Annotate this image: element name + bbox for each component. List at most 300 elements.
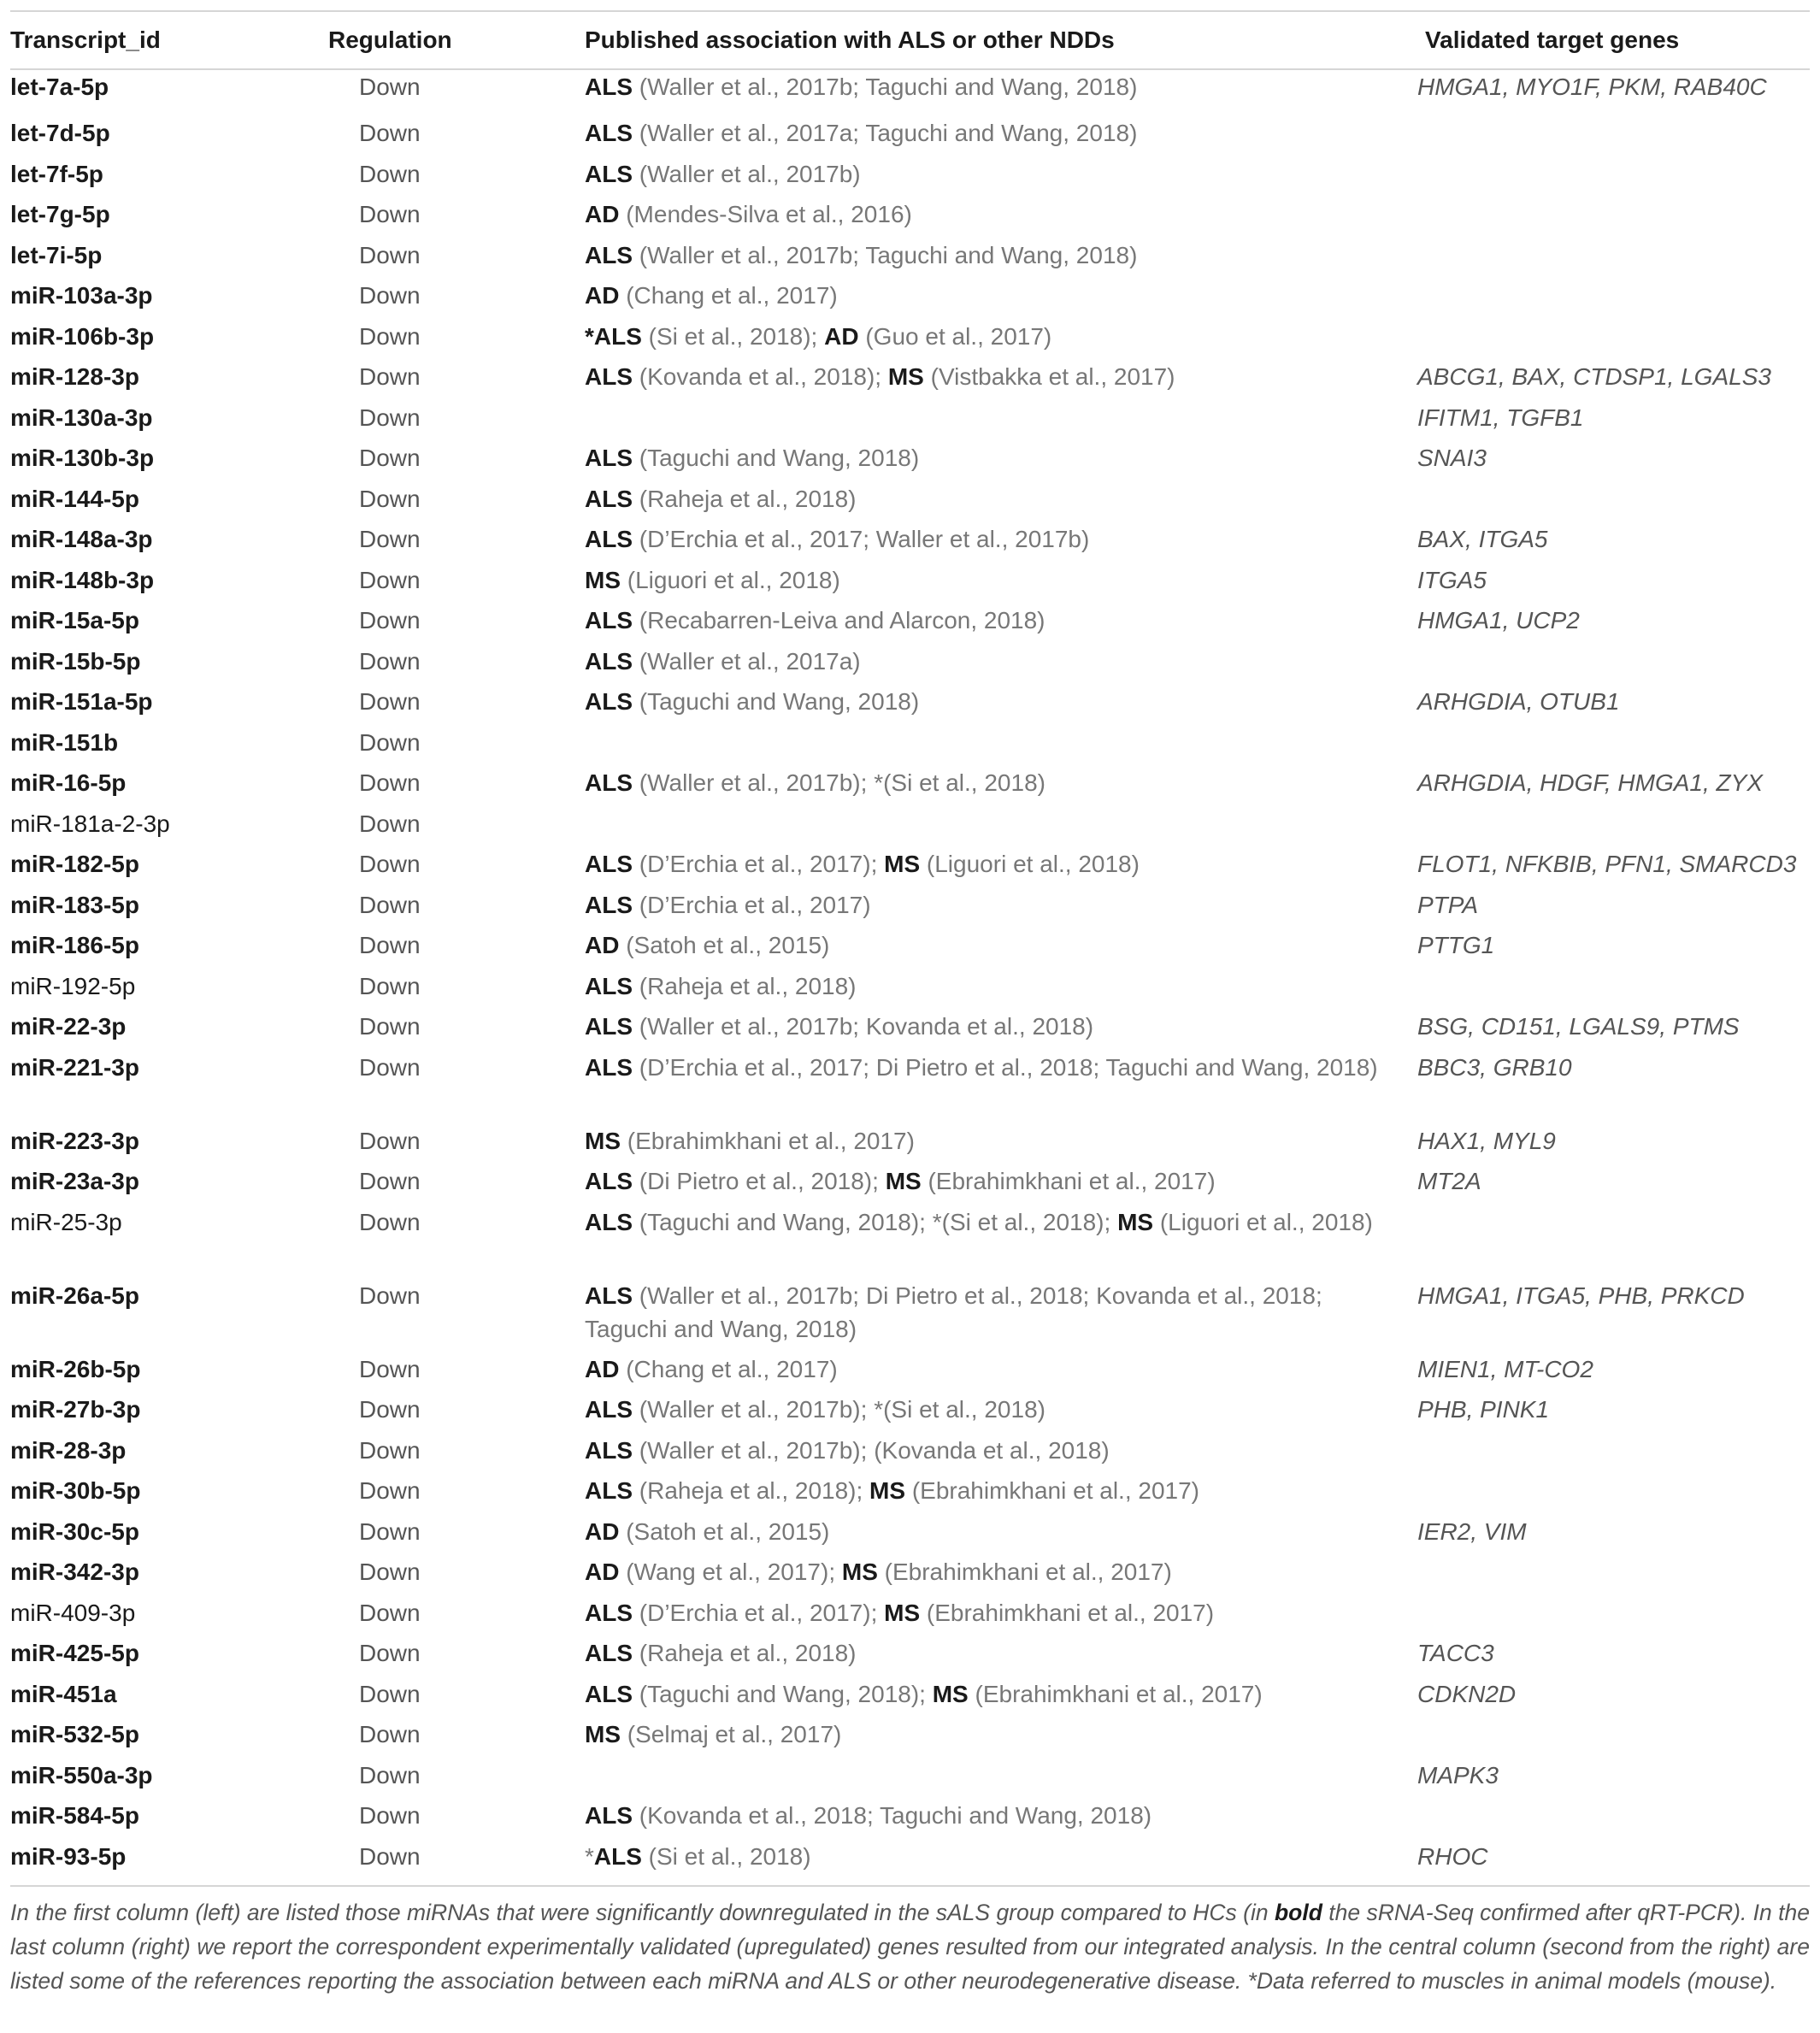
regulation-cell: Down xyxy=(359,566,421,593)
table-row xyxy=(10,441,1810,482)
text-run: (Chang et al., 2017) xyxy=(619,1355,838,1382)
association-cell xyxy=(585,1718,1402,1759)
target-genes-cell xyxy=(1417,197,1811,239)
transcript-id-cell: miR-183-5p xyxy=(10,891,139,918)
text-run: (Guo et al., 2017) xyxy=(858,322,1052,350)
table-row xyxy=(10,1393,1810,1434)
target-genes-cell: MIEN1, MT-CO2 xyxy=(1417,1355,1593,1382)
association-cell xyxy=(585,1596,1402,1637)
bold-text-run: MS xyxy=(869,1477,906,1504)
text-run: (Vistbakka et al., 2017) xyxy=(923,363,1175,390)
transcript-id-cell: miR-192-5p xyxy=(10,972,136,999)
bold-text-run: ALS xyxy=(585,1208,633,1235)
association-cell xyxy=(585,1799,1402,1840)
target-genes-cell: MAPK3 xyxy=(1417,1761,1499,1788)
bold-text-run: ALS xyxy=(585,1436,633,1464)
association-cell xyxy=(585,1051,1402,1124)
transcript-id-cell: miR-130a-3p xyxy=(10,404,153,431)
association-cell xyxy=(585,1352,1402,1394)
transcript-id-cell: miR-26a-5p xyxy=(10,1282,139,1309)
text-run: (Ebrahimkhani et al., 2017) xyxy=(877,1559,1172,1585)
transcript-id-cell: miR-27b-3p xyxy=(10,1396,141,1423)
target-genes-cell xyxy=(1417,157,1811,198)
regulation-cell: Down xyxy=(359,1517,421,1545)
text-run: (Waller et al., 2017b; Taguchi and Wang, 2018) xyxy=(633,74,1138,100)
bold-text-run: ALS xyxy=(585,891,633,918)
transcript-id-cell: miR-186-5p xyxy=(10,932,139,958)
bold-text-run: ALS xyxy=(585,363,633,390)
regulation-cell: Down xyxy=(359,1559,421,1585)
table-row xyxy=(10,1759,1810,1800)
transcript-id-cell: miR-103a-3p xyxy=(10,282,153,309)
text-run: (Kovanda et al., 2018); xyxy=(633,363,888,390)
target-genes-cell: HMGA1, MYO1F, PKM, RAB40C xyxy=(1417,74,1767,100)
text-run: (Raheja et al., 2018); xyxy=(633,1477,870,1504)
table-row xyxy=(10,1010,1810,1051)
transcript-id-cell: miR-182-5p xyxy=(10,851,139,877)
table-row xyxy=(10,1051,1810,1124)
regulation-cell: Down xyxy=(359,1053,421,1081)
transcript-id-cell: miR-425-5p xyxy=(10,1640,139,1666)
text-run: (Wang et al., 2017); xyxy=(619,1559,842,1585)
association-cell xyxy=(585,847,1402,888)
transcript-id-cell: miR-148b-3p xyxy=(10,566,155,593)
transcript-id-cell: miR-130b-3p xyxy=(10,445,155,471)
table-row xyxy=(10,726,1810,767)
header-row xyxy=(10,11,1810,69)
table-row xyxy=(10,1515,1810,1556)
table-header xyxy=(10,11,1810,69)
transcript-id-cell: miR-148a-3p xyxy=(10,526,153,552)
bold-text-run: MS xyxy=(585,566,621,593)
text-run: (Waller et al., 2017b; Di Pietro et al., 2018; Kovanda et al., 2018; Taguchi and Wang, 2018) xyxy=(585,1282,1322,1342)
bold-text-run: ALS xyxy=(585,120,633,146)
target-genes-cell: BBC3, GRB10 xyxy=(1417,1053,1572,1081)
regulation-cell: Down xyxy=(359,1168,421,1194)
transcript-id-cell: miR-22-3p xyxy=(10,1013,127,1040)
association-cell xyxy=(585,1010,1402,1051)
target-genes-cell: BAX, ITGA5 xyxy=(1417,526,1548,552)
target-genes-cell: MT2A xyxy=(1417,1168,1481,1194)
transcript-id-cell: miR-409-3p xyxy=(10,1599,136,1626)
table-row xyxy=(10,1279,1810,1352)
association-cell xyxy=(585,1759,1402,1800)
text-run: (Kovanda et al., 2018; Taguchi and Wang, 2018) xyxy=(633,1802,1152,1829)
text-run: (Waller et al., 2017a) xyxy=(633,647,861,675)
text-run: (Waller et al., 2017b); (Kovanda et al., 2018) xyxy=(633,1436,1110,1464)
regulation-cell: Down xyxy=(359,120,421,146)
bold-text-run: AD xyxy=(585,1355,620,1382)
bold-text-run: ALS xyxy=(585,1680,633,1707)
target-genes-cell: CDKN2D xyxy=(1417,1680,1517,1707)
target-genes-cell: HAX1, MYL9 xyxy=(1417,1127,1556,1154)
transcript-id-cell: miR-223-3p xyxy=(10,1127,139,1154)
table-row xyxy=(10,888,1810,929)
text-run: (Liguori et al., 2018) xyxy=(920,851,1140,877)
bold-text-run: ALS xyxy=(585,607,633,633)
transcript-id-cell: miR-221-3p xyxy=(10,1053,139,1081)
bold-text-run: ALS xyxy=(585,1396,633,1423)
text-run: (Si et al., 2018); xyxy=(641,322,825,350)
bold-text-run: ALS xyxy=(585,526,633,552)
table-row xyxy=(10,928,1810,969)
text-run: (Ebrahimkhani et al., 2017) xyxy=(905,1477,1200,1504)
text-run: (Di Pietro et al., 2018); xyxy=(633,1168,886,1194)
target-genes-cell xyxy=(1417,320,1811,361)
transcript-id-cell: miR-451a xyxy=(10,1680,117,1707)
transcript-id-cell: miR-15a-5p xyxy=(10,607,139,633)
text-run: (Liguori et al., 2018) xyxy=(1153,1208,1373,1235)
regulation-cell: Down xyxy=(359,1680,421,1707)
association-cell xyxy=(585,157,1402,198)
association-cell xyxy=(585,1205,1402,1279)
table-row xyxy=(10,1164,1810,1205)
regulation-cell: Down xyxy=(359,647,421,675)
regulation-cell: Down xyxy=(359,74,421,100)
target-genes-cell: ABCG1, BAX, CTDSP1, LGALS3 xyxy=(1417,363,1771,390)
text-run: (Taguchi and Wang, 2018); *(Si et al., 2018); xyxy=(633,1208,1118,1235)
target-genes-cell: BSG, CD151, LGALS9, PTMS xyxy=(1417,1013,1740,1040)
header-genes: Validated target genes xyxy=(1425,11,1818,69)
header-regulation: Regulation xyxy=(328,11,568,69)
regulation-cell: Down xyxy=(359,322,421,350)
text-run: (D’Erchia et al., 2017) xyxy=(633,891,871,918)
association-cell xyxy=(585,888,1402,929)
regulation-cell: Down xyxy=(359,688,421,715)
bold-text-run: ALS xyxy=(585,1477,633,1504)
transcript-id-cell: miR-151b xyxy=(10,728,119,756)
transcript-id-cell: miR-25-3p xyxy=(10,1208,122,1235)
transcript-id-cell: miR-151a-5p xyxy=(10,688,153,715)
table-row xyxy=(10,1205,1810,1279)
text-run: (Raheja et al., 2018) xyxy=(633,485,857,512)
target-genes-cell: PTPA xyxy=(1417,891,1479,918)
header-transcript-id: Transcript_id xyxy=(10,11,359,69)
bold-text-run: ALS xyxy=(585,851,633,877)
table-row xyxy=(10,482,1810,523)
text-run: (Waller et al., 2017a; Taguchi and Wang, 2018) xyxy=(633,120,1138,146)
text-run: (Taguchi and Wang, 2018) xyxy=(633,445,920,471)
association-cell xyxy=(585,441,1402,482)
transcript-id-cell: let-7g-5p xyxy=(10,201,110,227)
table-row xyxy=(10,1677,1810,1718)
bold-text-run: ALS xyxy=(585,1053,633,1081)
text-run: (D’Erchia et al., 2017; Waller et al., 2017b) xyxy=(633,526,1090,552)
association-cell xyxy=(585,1434,1402,1475)
bold-text-run: bold xyxy=(1275,1900,1322,1925)
target-genes-cell xyxy=(1417,807,1811,848)
table-row xyxy=(10,1555,1810,1596)
association-cell xyxy=(585,726,1402,767)
association-cell xyxy=(585,1636,1402,1677)
table-row xyxy=(10,807,1810,848)
table-row xyxy=(10,1718,1810,1759)
association-cell xyxy=(585,1393,1402,1434)
regulation-cell: Down xyxy=(359,1282,421,1309)
association-cell xyxy=(585,116,1402,157)
association-cell xyxy=(585,807,1402,848)
bold-text-run: MS xyxy=(841,1559,878,1585)
bold-text-run: AD xyxy=(585,1517,620,1545)
bold-text-run: MS xyxy=(887,363,924,390)
text-run: (Satoh et al., 2015) xyxy=(619,932,830,958)
bold-text-run: ALS xyxy=(585,1802,633,1829)
text-run: (Liguori et al., 2018) xyxy=(621,566,840,593)
table-row xyxy=(10,522,1810,563)
bold-text-run: ALS xyxy=(585,647,633,675)
bold-text-run: ALS xyxy=(585,1168,633,1194)
bold-text-run: ALS xyxy=(585,1013,633,1040)
regulation-cell: Down xyxy=(359,932,421,958)
transcript-id-cell: miR-30b-5p xyxy=(10,1477,141,1504)
target-genes-cell: SNAI3 xyxy=(1417,445,1487,471)
table-row xyxy=(10,969,1810,1011)
regulation-cell: Down xyxy=(359,1761,421,1788)
table-row xyxy=(10,645,1810,686)
regulation-cell: Down xyxy=(359,891,421,918)
transcript-id-cell: miR-93-5p xyxy=(10,1840,359,1887)
text-run: (Waller et al., 2017b); *(Si et al., 2018) xyxy=(633,769,1045,796)
association-cell xyxy=(585,685,1402,726)
regulation-cell: Down xyxy=(359,1721,421,1747)
association-cell xyxy=(585,279,1402,320)
table-footnote xyxy=(10,1895,1810,1998)
table-row xyxy=(10,847,1810,888)
target-genes-cell xyxy=(1417,239,1811,280)
target-genes-cell: ARHGDIA, OTUB1 xyxy=(1417,688,1620,715)
regulation-cell: Down xyxy=(359,1208,421,1235)
bold-text-run: ALS xyxy=(585,688,633,715)
target-genes-cell xyxy=(1417,1205,1811,1279)
transcript-id-cell: miR-128-3p xyxy=(10,363,139,390)
header-association: Published association with ALS or other NDDs xyxy=(585,11,1402,69)
target-genes-cell: ARHGDIA, HDGF, HMGA1, ZYX xyxy=(1417,769,1763,796)
table-row xyxy=(10,685,1810,726)
regulation-cell: Down xyxy=(359,1013,421,1040)
text-run: In the first column (left) are listed those miRNAs that were significantly downregulated in the sALS group compared to HCs (in xyxy=(10,1900,1275,1925)
bold-text-run: MS xyxy=(585,1127,621,1154)
bold-text-run: ALS xyxy=(585,485,633,512)
regulation-cell: Down xyxy=(359,1640,421,1666)
table-row xyxy=(10,360,1810,401)
bold-text-run: MS xyxy=(932,1680,969,1707)
target-genes-cell xyxy=(1417,969,1811,1011)
text-run: (Recabarren-Leiva and Alarcon, 2018) xyxy=(633,607,1045,633)
transcript-id-cell: miR-28-3p xyxy=(10,1436,127,1464)
target-genes-cell xyxy=(1417,1474,1811,1515)
target-genes-cell: TACC3 xyxy=(1417,1640,1494,1666)
transcript-id-cell: miR-144-5p xyxy=(10,485,139,512)
bold-text-run: ALS xyxy=(585,74,633,100)
target-genes-cell xyxy=(1417,1555,1811,1596)
target-genes-cell: ITGA5 xyxy=(1417,566,1487,593)
table-row xyxy=(10,1352,1810,1394)
text-run: (Waller et al., 2017b; Kovanda et al., 2018) xyxy=(633,1013,1094,1040)
table-row xyxy=(10,563,1810,604)
bold-text-run: ALS xyxy=(585,1599,633,1626)
regulation-cell: Down xyxy=(359,1436,421,1464)
regulation-cell: Down xyxy=(359,607,421,633)
text-run: (Taguchi and Wang, 2018) xyxy=(633,688,920,715)
table-row xyxy=(10,197,1810,239)
bold-text-run: MS xyxy=(1117,1208,1154,1235)
bold-text-run: MS xyxy=(884,851,921,877)
association-cell xyxy=(585,1279,1402,1352)
text-run: (Selmaj et al., 2017) xyxy=(621,1721,842,1747)
text-run: (D’Erchia et al., 2017); xyxy=(633,1599,885,1626)
transcript-id-cell: miR-15b-5p xyxy=(10,647,141,675)
text-run: (Raheja et al., 2018) xyxy=(633,1640,857,1666)
text-run: (Waller et al., 2017b) xyxy=(633,160,861,187)
target-genes-cell: HMGA1, ITGA5, PHB, PRKCD xyxy=(1417,1282,1745,1309)
association-cell xyxy=(585,1677,1402,1718)
target-genes-cell xyxy=(1417,482,1811,523)
association-cell xyxy=(585,239,1402,280)
regulation-cell: Down xyxy=(354,1840,594,1887)
association-cell xyxy=(585,1474,1402,1515)
target-genes-cell: IER2, VIM xyxy=(1417,1517,1527,1545)
target-genes-cell xyxy=(1417,279,1811,320)
target-genes-cell: IFITM1, TGFB1 xyxy=(1417,404,1584,431)
text-run: (Satoh et al., 2015) xyxy=(619,1517,830,1545)
transcript-id-cell: miR-23a-3p xyxy=(10,1168,139,1194)
regulation-cell: Down xyxy=(359,1802,421,1829)
transcript-id-cell: miR-106b-3p xyxy=(10,322,155,350)
transcript-id-cell: miR-26b-5p xyxy=(10,1355,141,1382)
association-cell xyxy=(585,604,1402,645)
table-row xyxy=(10,1840,1810,1887)
bold-text-run: AD xyxy=(585,201,620,227)
text-run: (Ebrahimkhani et al., 2017) xyxy=(921,1168,1216,1194)
association-cell xyxy=(585,563,1402,604)
regulation-cell: Down xyxy=(359,851,421,877)
table-row xyxy=(10,1474,1810,1515)
regulation-cell: Down xyxy=(359,363,421,390)
text-run: (Ebrahimkhani et al., 2017) xyxy=(968,1680,1263,1707)
bold-text-run: ALS xyxy=(585,1640,633,1666)
table-row xyxy=(10,604,1810,645)
table-row xyxy=(10,320,1810,361)
target-genes-cell: PHB, PINK1 xyxy=(1417,1396,1550,1423)
table-body xyxy=(10,69,1810,1886)
regulation-cell: Down xyxy=(359,485,421,512)
transcript-id-cell: miR-550a-3p xyxy=(10,1761,153,1788)
transcript-id-cell: let-7d-5p xyxy=(10,120,110,146)
association-cell xyxy=(585,69,1402,116)
regulation-cell: Down xyxy=(359,282,421,309)
bold-text-run: AD xyxy=(585,932,620,958)
table-row xyxy=(10,116,1810,157)
table-row xyxy=(10,401,1810,442)
text-run: (Waller et al., 2017b); *(Si et al., 2018) xyxy=(633,1396,1045,1423)
association-cell xyxy=(585,766,1402,807)
transcript-id-cell: let-7f-5p xyxy=(10,160,103,187)
transcript-id-cell: miR-181a-2-3p xyxy=(10,810,170,837)
bold-text-run: MS xyxy=(884,1599,921,1626)
text-run: (Taguchi and Wang, 2018); xyxy=(633,1680,933,1707)
target-genes-cell xyxy=(1417,645,1811,686)
regulation-cell: Down xyxy=(359,972,421,999)
text-run: (Ebrahimkhani et al., 2017) xyxy=(621,1127,915,1154)
bold-text-run: ALS xyxy=(585,445,633,471)
text-run: * xyxy=(585,1842,594,1870)
regulation-cell: Down xyxy=(359,1477,421,1504)
table-row xyxy=(10,1636,1810,1677)
regulation-cell: Down xyxy=(359,160,421,187)
transcript-id-cell: let-7i-5p xyxy=(10,241,103,268)
association-cell xyxy=(585,645,1402,686)
target-genes-cell xyxy=(1417,1596,1811,1637)
table-row xyxy=(10,239,1810,280)
bold-text-run: *ALS xyxy=(585,322,642,350)
bold-text-run: ALS xyxy=(593,1842,642,1870)
association-cell xyxy=(585,1124,1402,1165)
bold-text-run: AD xyxy=(585,282,620,309)
regulation-cell: Down xyxy=(359,404,421,431)
association-cell xyxy=(585,1515,1402,1556)
table-row xyxy=(10,1434,1810,1475)
regulation-cell: Down xyxy=(359,728,421,756)
association-cell xyxy=(585,928,1402,969)
text-run: (Raheja et al., 2018) xyxy=(633,972,857,999)
target-genes-cell: PTTG1 xyxy=(1417,932,1495,958)
regulation-cell: Down xyxy=(359,1599,421,1626)
transcript-id-cell: let-7a-5p xyxy=(10,74,109,100)
text-run: (Mendes-Silva et al., 2016) xyxy=(619,201,912,227)
transcript-id-cell: miR-584-5p xyxy=(10,1802,139,1829)
association-cell xyxy=(585,1555,1402,1596)
association-cell xyxy=(585,482,1402,523)
association-cell xyxy=(585,320,1402,361)
text-run: (Si et al., 2018) xyxy=(641,1842,811,1870)
association-cell xyxy=(585,969,1402,1011)
table-row xyxy=(10,1799,1810,1840)
text-run: (D’Erchia et al., 2017); xyxy=(633,851,885,877)
target-genes-cell xyxy=(1417,1799,1811,1840)
target-genes-cell: RHOC xyxy=(1417,1840,1811,1887)
bold-text-run: ALS xyxy=(585,241,633,268)
transcript-id-cell: miR-342-3p xyxy=(10,1559,139,1585)
bold-text-run: ALS xyxy=(585,972,633,999)
association-cell xyxy=(585,197,1402,239)
regulation-cell: Down xyxy=(359,769,421,796)
transcript-id-cell: miR-16-5p xyxy=(10,769,127,796)
text-run: (Ebrahimkhani et al., 2017) xyxy=(920,1599,1215,1626)
target-genes-cell xyxy=(1417,726,1811,767)
regulation-cell: Down xyxy=(359,445,421,471)
table-row xyxy=(10,69,1810,116)
table-row xyxy=(10,1596,1810,1637)
target-genes-cell xyxy=(1417,1718,1811,1759)
association-cell xyxy=(585,1164,1402,1205)
transcript-id-cell: miR-532-5p xyxy=(10,1721,139,1747)
target-genes-cell xyxy=(1417,116,1811,157)
bold-text-run: ALS xyxy=(585,1282,633,1309)
regulation-cell: Down xyxy=(359,241,421,268)
regulation-cell: Down xyxy=(359,1355,421,1382)
bold-text-run: ALS xyxy=(585,769,633,796)
text-run: (Waller et al., 2017b; Taguchi and Wang, 2018) xyxy=(633,241,1138,268)
target-genes-cell: FLOT1, NFKBIB, PFN1, SMARCD3 xyxy=(1417,851,1797,877)
text-run: the sRNA-Seq confirmed after qRT-PCR). In the last column (right) we report the correspondent experimentally validated (upregulated) genes resulted from our integrated analysis. In the central column (second from the right) are listed some of the references reporting the association between each miRNA and ALS or other neurodegenerative disease. *Data referred to muscles in animal models (mouse). xyxy=(10,1900,1810,1994)
text-run: (D’Erchia et al., 2017; Di Pietro et al., 2018; Taguchi and Wang, 2018) xyxy=(633,1053,1378,1081)
regulation-cell: Down xyxy=(359,810,421,837)
association-cell xyxy=(585,522,1402,563)
target-genes-cell: HMGA1, UCP2 xyxy=(1417,607,1580,633)
regulation-cell: Down xyxy=(359,526,421,552)
table-row xyxy=(10,1124,1810,1165)
association-cell xyxy=(585,1840,1402,1887)
